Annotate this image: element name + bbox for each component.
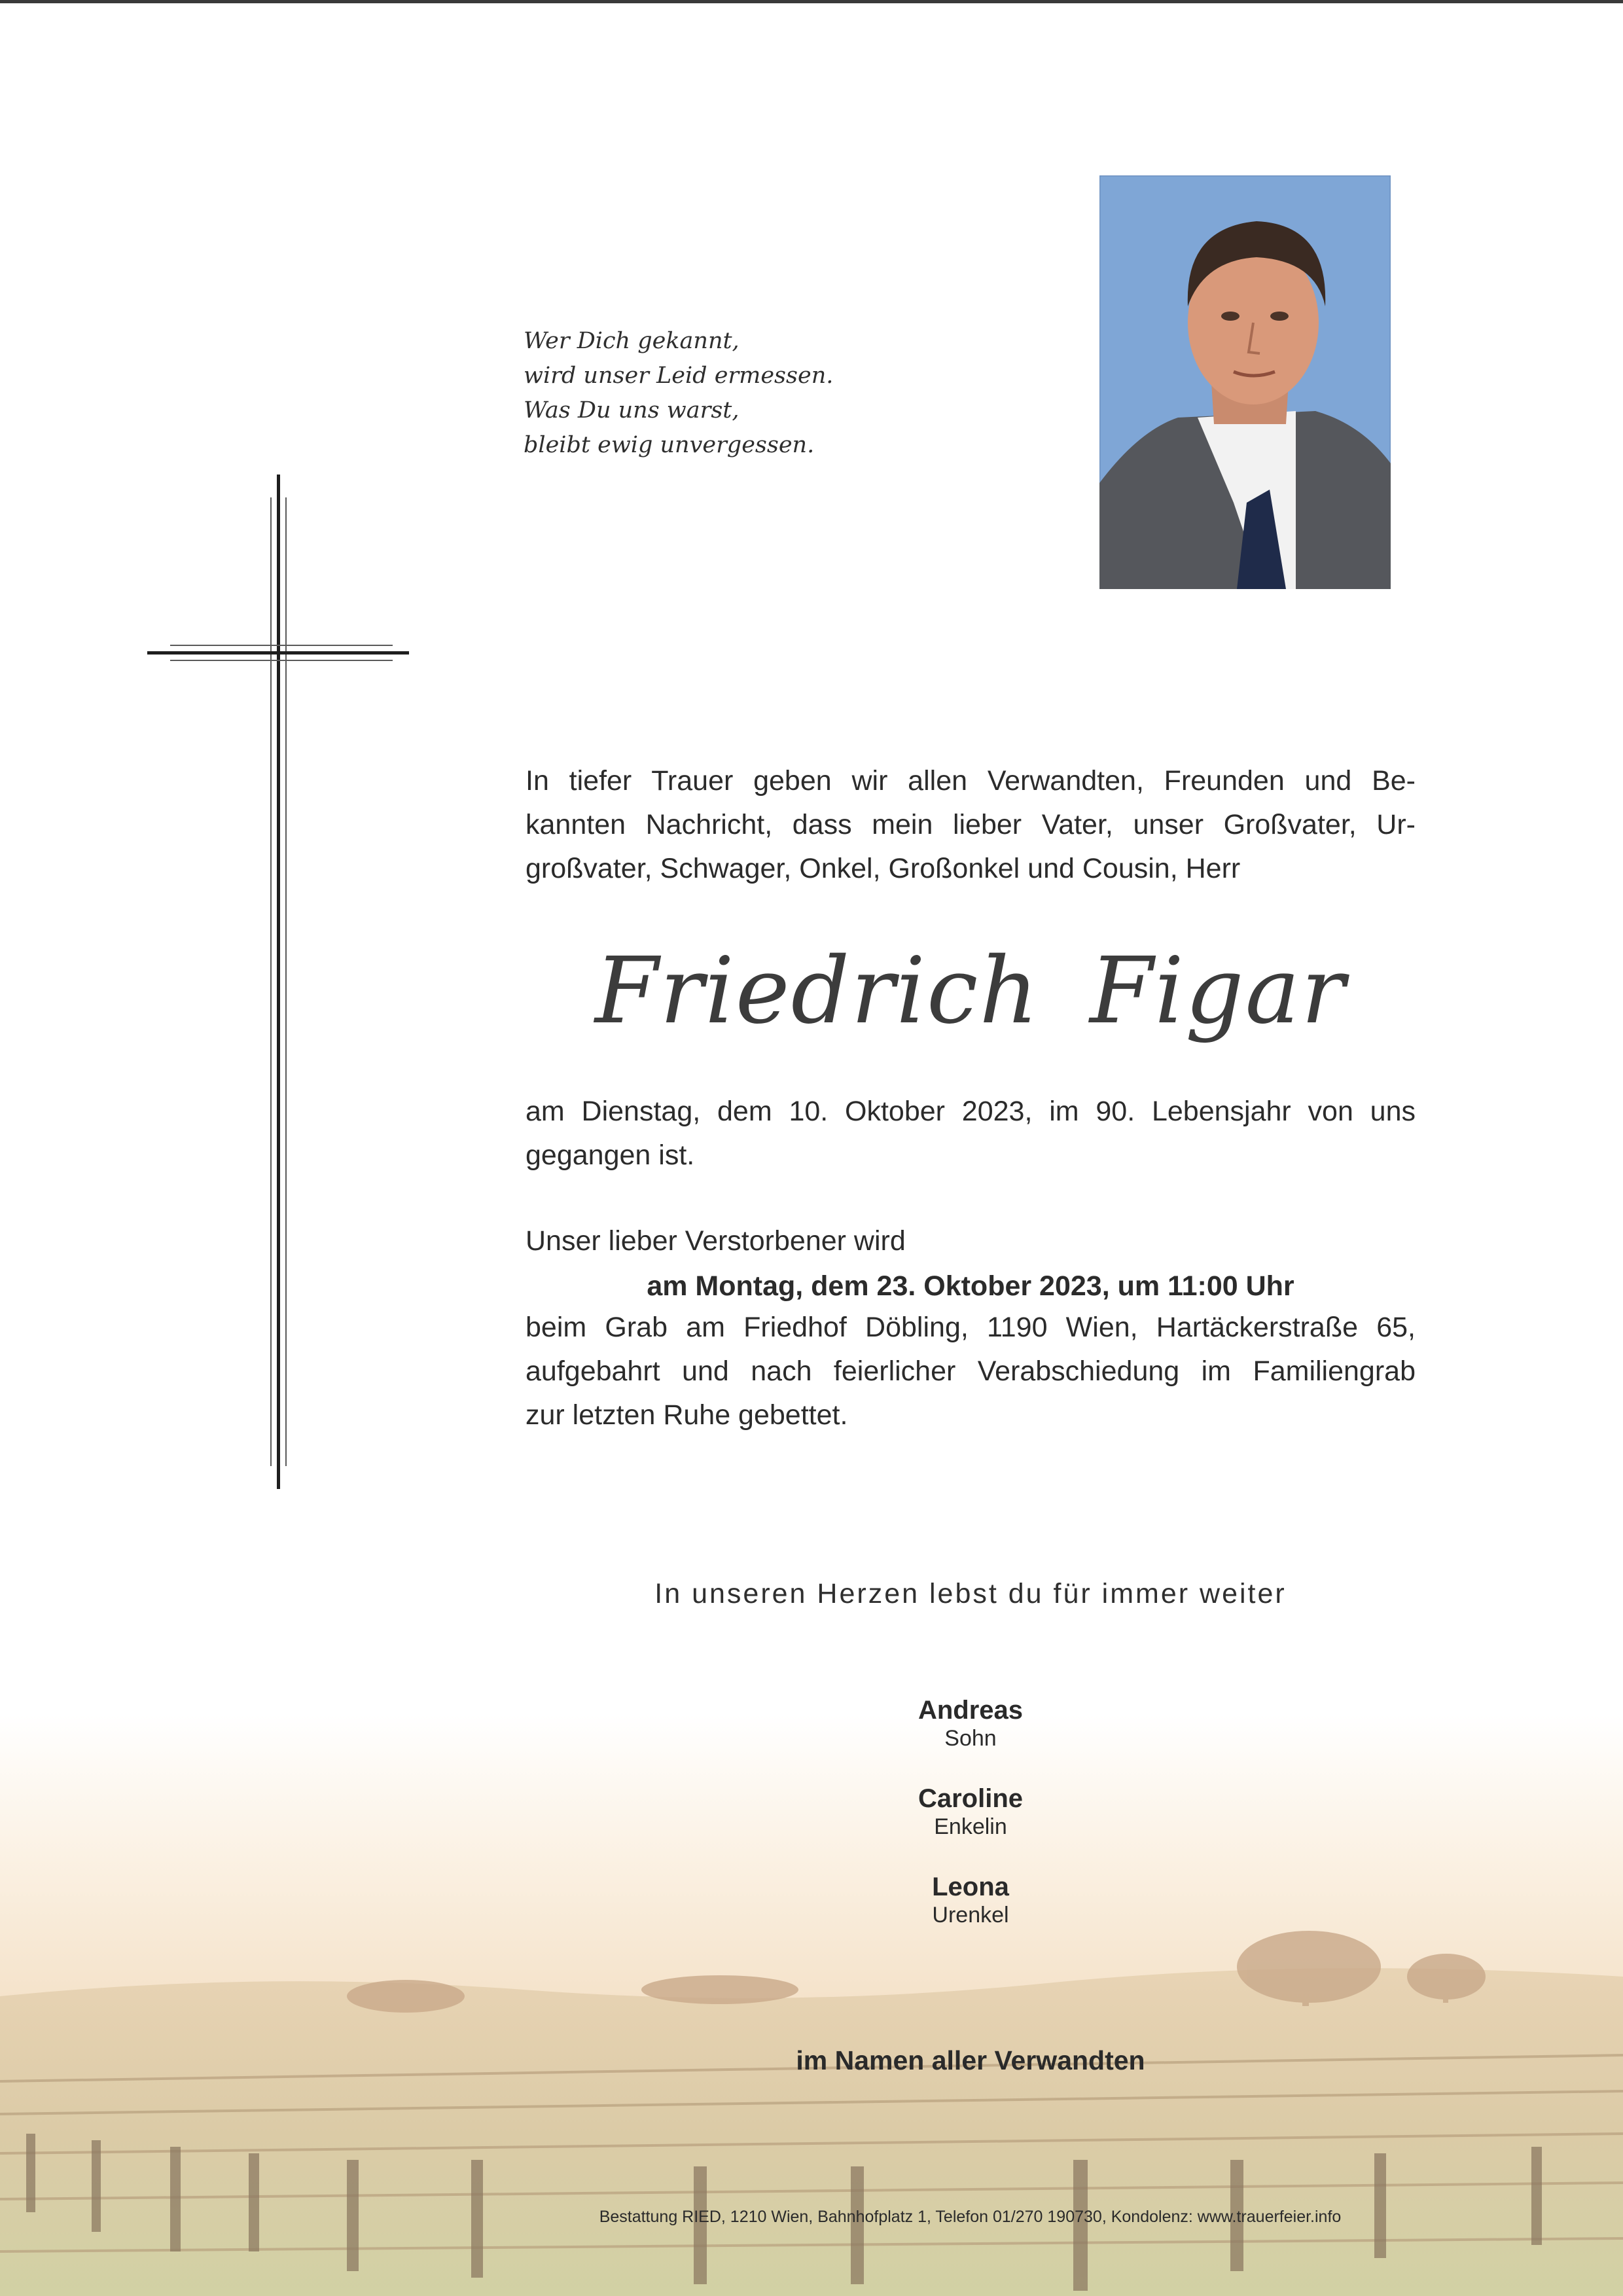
funeral-home-footer: Bestattung RIED, 1210 Wien, Bahnhofplatz 1, Telefon 01/270 190730, Kondolenz: www.trauerfeier.info bbox=[599, 2208, 1342, 2226]
death-paragraph bbox=[526, 1090, 1416, 1177]
death-line: gegangen ist. bbox=[526, 1139, 695, 1171]
announcement-line: In tiefer Trauer geben wir allen Verwandten, Freunden und Be- bbox=[526, 765, 1416, 797]
mourner-relation: Enkelin bbox=[934, 1814, 1007, 1839]
quote-line: Was Du uns warst, bbox=[524, 397, 740, 423]
funeral-intro-line: Unser lieber Verstorbener wird bbox=[526, 1225, 906, 1257]
quote-line: Wer Dich gekannt, bbox=[524, 328, 740, 354]
mourner-name: Leona bbox=[932, 1873, 1009, 1901]
mourner-relation: Sohn bbox=[944, 1726, 997, 1751]
top-border-line bbox=[0, 0, 1623, 3]
memorial-quote bbox=[524, 324, 995, 463]
funeral-paragraph bbox=[526, 1306, 1416, 1437]
funeral-line: aufgebahrt und nach feierlicher Verabschiedung im Familiengrab bbox=[526, 1355, 1416, 1387]
closing-line: im Namen aller Verwandten bbox=[796, 2045, 1145, 2075]
funeral-date: am Montag, dem 23. Oktober 2023, um 11:00 Uhr bbox=[647, 1270, 1294, 1302]
cross-icon bbox=[144, 471, 419, 1492]
mourner-name: Caroline bbox=[918, 1784, 1024, 1813]
announcement-line: großvater, Schwager, Onkel, Großonkel und Cousin, Herr bbox=[526, 853, 1241, 884]
mourner-entry bbox=[840, 1872, 1101, 1928]
mourner-entry bbox=[840, 1695, 1101, 1751]
deceased-name: Friedrich Figar bbox=[594, 938, 1346, 1045]
memorial-motto: In unseren Herzen lebst du für immer weiter bbox=[654, 1578, 1287, 1609]
mourner-entry bbox=[840, 1784, 1101, 1840]
mourner-name: Andreas bbox=[918, 1696, 1024, 1725]
quote-line: wird unser Leid ermessen. bbox=[524, 363, 834, 389]
mourner-relation: Urenkel bbox=[932, 1903, 1009, 1928]
funeral-intro bbox=[526, 1219, 1416, 1263]
portrait-photo bbox=[1099, 175, 1391, 589]
quote-line: bleibt ewig unvergessen. bbox=[524, 432, 815, 458]
funeral-line: zur letzten Ruhe gebettet. bbox=[526, 1399, 848, 1431]
announcement-line: kannten Nachricht, dass mein lieber Vater, unser Großvater, Ur- bbox=[526, 809, 1416, 840]
death-line: am Dienstag, dem 10. Oktober 2023, im 90. Lebensjahr von uns bbox=[526, 1096, 1416, 1127]
funeral-line: beim Grab am Friedhof Döbling, 1190 Wien, Hartäckerstraße 65, bbox=[526, 1312, 1416, 1343]
announcement-paragraph bbox=[526, 759, 1416, 891]
